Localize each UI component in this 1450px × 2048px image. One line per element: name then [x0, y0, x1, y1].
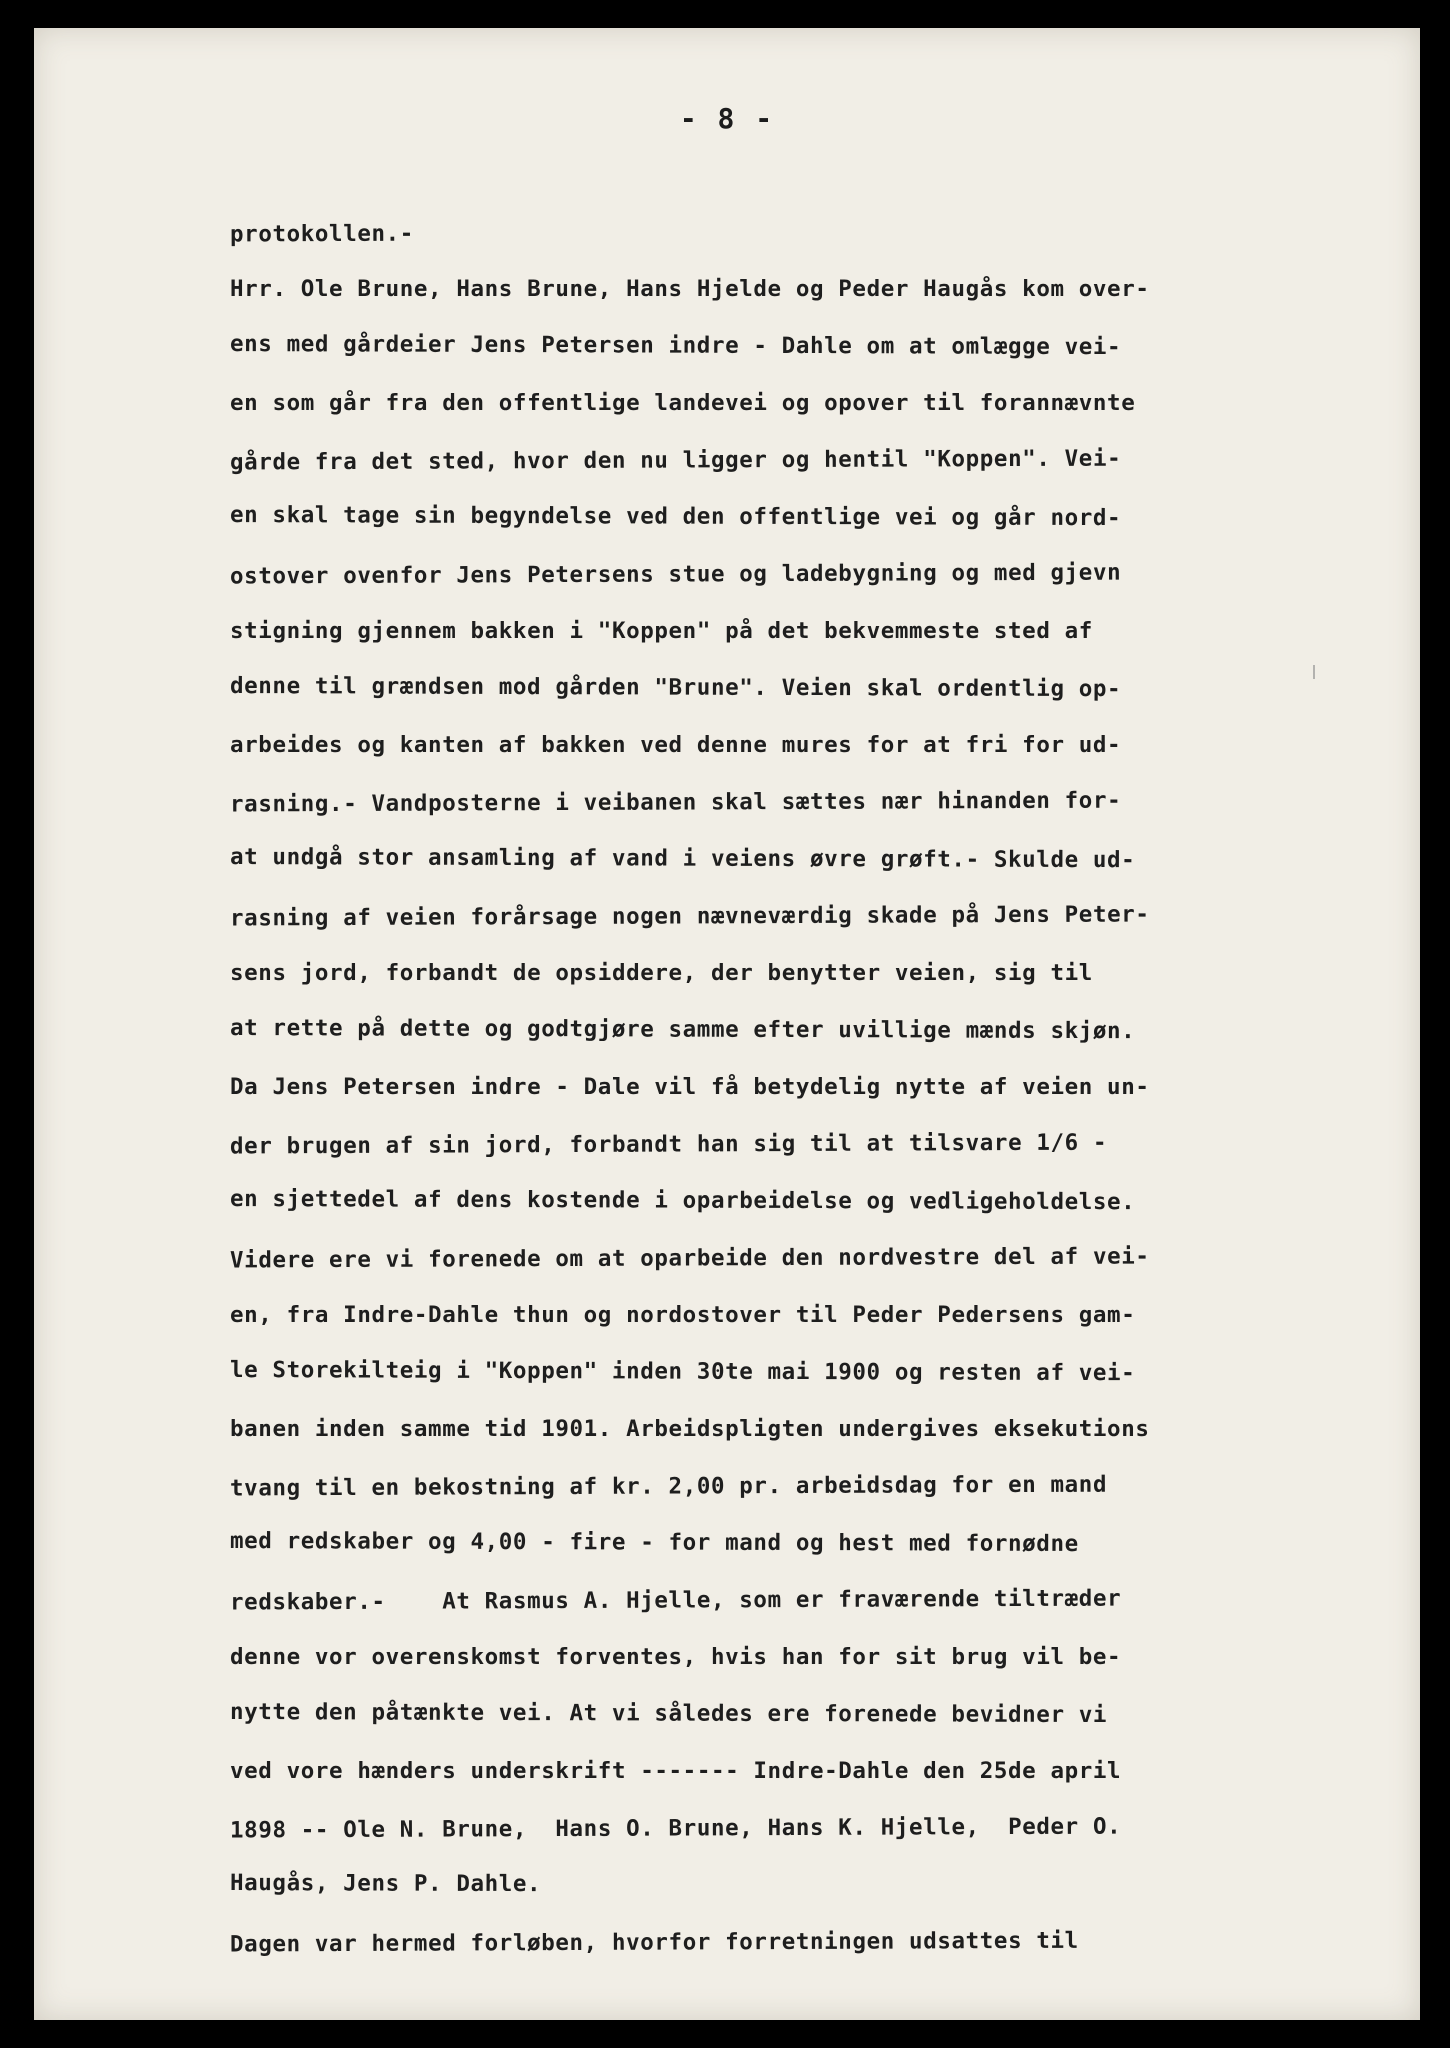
text-line: at rette på dette og godtgjøre samme efter uvillige mænds skjøn. — [229, 1015, 1136, 1045]
text-line: rasning.- Vandposterne i veibanen skal sættes nær hinanden for- — [229, 787, 1122, 818]
typewritten-text — [230, 204, 1355, 1971]
text-line: redskaber.- At Rasmus A. Hjelle, som er fraværende tiltræder — [229, 1585, 1122, 1616]
text-line: en, fra Indre-Dahle thun og nordostover til Peder Pedersens gam- — [230, 1302, 1136, 1328]
text-line: nytte den påtænkte vei. At vi således ere forenede bevidner vi — [229, 1699, 1108, 1729]
text-line: protokollen.- — [229, 220, 414, 248]
pen-mark — [1313, 665, 1315, 679]
text-line: le Storekilteig i "Koppen" inden 30te mai 1900 og resten af vei- — [229, 1357, 1136, 1387]
text-line: gårde fra det sted, hvor den nu ligger og hentil "Koppen". Vei- — [229, 445, 1122, 476]
text-line: Videre ere vi forenede om at oparbeide den nordvestre del af vei- — [229, 1243, 1150, 1274]
text-line: sens jord, forbandt de opsiddere, der benytter veien, sig til — [230, 960, 1093, 986]
text-line: at undgå stor ansamling af vand i veiens øvre grøft.- Skulde ud- — [229, 844, 1136, 874]
text-line: der brugen af sin jord, forbandt han sig til at tilsvare 1/6 - — [229, 1129, 1108, 1160]
text-line: denne til grændsen mod gården "Brune". Veien skal ordentlig op- — [229, 673, 1122, 703]
text-line: en sjettedel af dens kostende i oparbeidelse og vedligeholdelse. — [229, 1186, 1136, 1216]
text-line: stigning gjennem bakken i "Koppen" på det bekvemmeste sted af — [230, 618, 1093, 644]
text-line: med redskaber og 4,00 - fire - for mand og hest med fornødne — [229, 1528, 1079, 1557]
text-line: Hrr. Ole Brune, Hans Brune, Hans Hjelde og Peder Haugås kom over- — [230, 276, 1150, 302]
text-line: denne vor overenskomst forventes, hvis han for sit brug vil be- — [230, 1644, 1122, 1670]
text-line: en skal tage sin begyndelse ved den offentlige vei og går nord- — [229, 502, 1122, 532]
text-line: en som går fra den offentlige landevei og opover til forannævnte — [230, 390, 1136, 416]
text-line: banen inden samme tid 1901. Arbeidspligten undergives eksekutions — [230, 1416, 1150, 1442]
text-line: arbeides og kanten af bakken ved denne mures for at fri for ud- — [230, 732, 1122, 758]
text-line: Dagen var hermed forløben, hvorfor forretningen udsattes til — [229, 1927, 1079, 1958]
document-page — [34, 28, 1420, 2020]
text-line: ens med gårdeier Jens Petersen indre - Dahle om at omlægge vei- — [229, 331, 1122, 361]
text-line: tvang til en bekostning af kr. 2,00 pr. arbeidsdag for en mand — [229, 1471, 1108, 1502]
text-line: ved vore hænders underskrift ------- Indre-Dahle den 25de april — [230, 1758, 1122, 1784]
text-line: ostover ovenfor Jens Petersens stue og ladebygning og med gjevn — [229, 559, 1122, 590]
text-line: rasning af veien forårsage nogen nævneværdig skade på Jens Peter- — [229, 901, 1150, 932]
text-line: Haugås, Jens P. Dahle. — [229, 1870, 542, 1898]
page-number: - 8 - — [679, 102, 775, 135]
text-line: 1898 -- Ole N. Brune, Hans O. Brune, Hans K. Hjelle, Peder O. — [229, 1813, 1122, 1844]
text-line: Da Jens Petersen indre - Dale vil få betydelig nytte af veien un- — [230, 1074, 1150, 1100]
